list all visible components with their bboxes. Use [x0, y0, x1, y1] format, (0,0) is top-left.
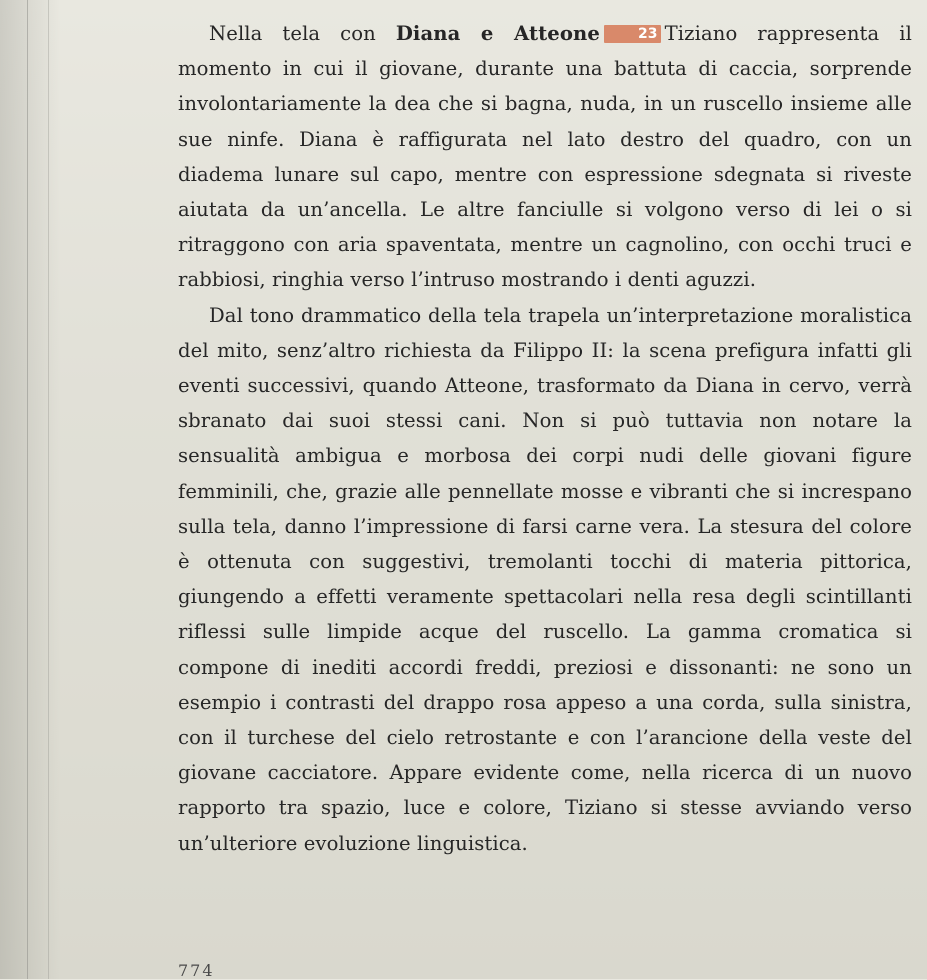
book-spine-shadow [0, 0, 60, 979]
page-number: 774 [178, 961, 215, 980]
paragraph-intro: Nella tela con [209, 22, 376, 45]
paragraph-1 [178, 16, 912, 298]
paragraph-2: Dal tono drammatico della tela trapela un’interpretazione moralistica del mito, senz’altro richiesta da Filippo II: la scena prefigura infatti gli eventi successivi, quando Atteone, trasformato da Diana in cervo, verrà sbranato dai suoi stessi cani. Non si può tuttavia non notare la sensualità ambigua e morbosa dei corpi nudi delle giovani figure femminili, che, grazie alle pennellate mosse e vibranti che si increspano sulla tela, danno l’impressione di farsi carne vera. La stesura del colore è ottenuta con suggestivi, tremolanti tocchi di materia pittorica, giungendo a effetti veramente spettacolari nella resa degli scintillanti riflessi sulle limpide acque del ruscello. La gamma cromatica si compone di inediti accordi freddi, preziosi e dissonanti: ne sono un esempio i contrasti del drappo rosa appeso a una corda, sulla sinistra, con il turchese del cielo retrostante e con l’arancione della veste del giovane cacciatore. Appare evidente come, nella ricerca di un nuovo rapporto tra spazio, luce e colore, Tiziano si stesse avviando verso un’ulteriore evoluzione linguistica. [178, 303, 912, 855]
spine-rule [27, 0, 28, 979]
page-body [178, 16, 912, 861]
figure-reference-badge: 23 [604, 25, 661, 43]
paragraph-1-body: Tiziano rappresenta il momento in cui il giovane, durante una battuta di caccia, sorprende involontariamente la dea che si bagna, nuda, in un ruscello insieme alle sue ninfe. Diana è raffigurata nel lato destro del quadro, con un diadema lunare sul capo, mentre con espressione sdegnata si riveste aiutata da un’ancella. Le altre fanciulle si volgono verso di lei o si ritraggono con aria spaventata, mentre un cagnolino, con occhi truci e rabbiosi, ringhia verso l’intruso mostrando i denti aguzzi. [178, 22, 912, 292]
artwork-title: Diana e Atteone [395, 22, 600, 45]
spine-rule [48, 0, 49, 979]
